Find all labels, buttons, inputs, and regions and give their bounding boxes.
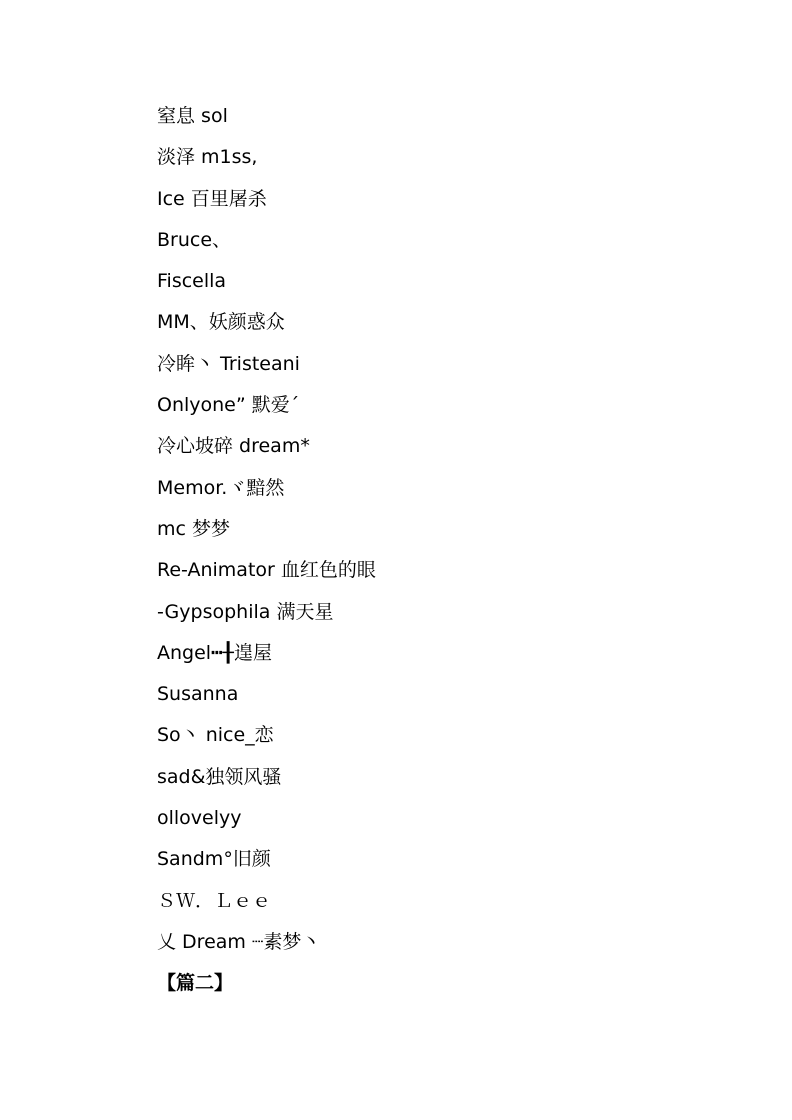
list-line: sad&独领风骚 (157, 765, 282, 788)
list-line: Ice 百里屠杀 (157, 187, 267, 210)
section-heading: 【篇二】 (157, 972, 234, 995)
list-line: mc 梦梦 (157, 517, 230, 540)
list-line: -Gypsophila 满天星 (157, 600, 334, 623)
list-line: 冷心坡碎 dream* (157, 435, 310, 458)
list-line: 乂 Dream ┈素梦丶 (157, 930, 321, 953)
list-line: So丶 nice_恋 (157, 724, 274, 747)
list-line: 冷眸丶 Tristeani (157, 352, 300, 375)
list-line: 淡泽 m1ss, (157, 146, 258, 169)
list-line: Bruce、 (157, 228, 232, 251)
list-line: ollovelyy (157, 807, 242, 830)
list-line: Susanna (157, 683, 239, 706)
list-line: Angel┅╂遑屋 (157, 641, 272, 664)
list-line: Memor.ヾ黯然 (157, 476, 285, 499)
list-line: 窒息 sol (157, 105, 228, 127)
list-line: MM、妖颜惑众 (157, 311, 285, 334)
list-line: Sandm°旧颜 (157, 848, 271, 871)
list-line: Re-Animator 血红色的眼 (157, 559, 376, 582)
name-list (157, 103, 717, 1012)
list-line: ＳＷ．Ｌｅｅ (157, 889, 272, 912)
list-line: Onlyone” 默爱ˊ (157, 394, 300, 417)
list-line: Fiscella (157, 270, 227, 293)
